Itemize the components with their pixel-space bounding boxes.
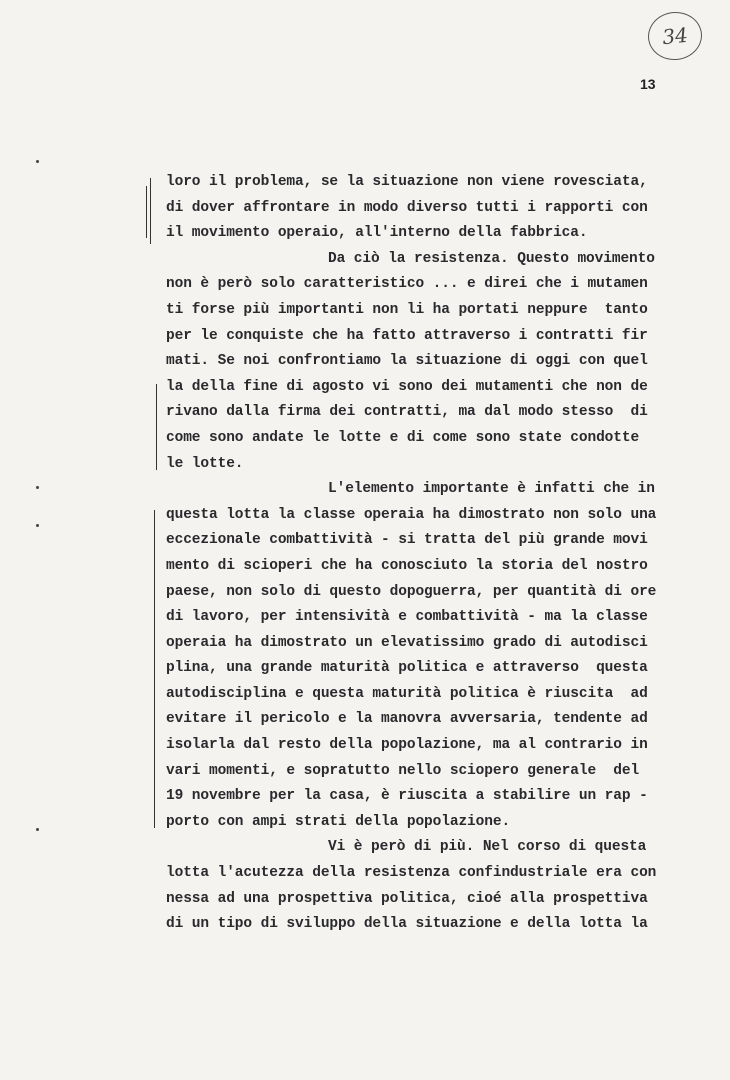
text-line: per le conquiste che ha fatto attraverso i contratti fir bbox=[166, 327, 648, 344]
text-line: nessa ad una prospettiva politica, cioé alla prospettiva bbox=[166, 890, 648, 907]
text-line: L'elemento importante è infatti che in bbox=[328, 481, 655, 498]
text-line: ti forse più importanti non li ha portati neppure tanto bbox=[166, 301, 648, 318]
text-line: questa lotta la classe operaia ha dimostrato non solo una bbox=[166, 506, 657, 523]
text-line: autodisciplina e questa maturità politica è riuscita ad bbox=[166, 685, 648, 702]
text-line: Da ciò la resistenza. Questo movimento bbox=[328, 250, 655, 267]
text-line: come sono andate le lotte e di come sono state condotte bbox=[166, 429, 640, 446]
margin-bracket-1b bbox=[146, 186, 147, 238]
text-line: lotta l'acutezza della resistenza confindustriale era con bbox=[166, 865, 657, 882]
text-line: plina, una grande maturità politica e attraverso questa bbox=[166, 660, 648, 677]
text-line: Vi è però di più. Nel corso di questa bbox=[328, 839, 647, 856]
text-line: porto con ampi strati della popolazione. bbox=[166, 813, 511, 830]
text-line: mati. Se noi confrontiamo la situazione di oggi con quel bbox=[166, 353, 648, 370]
body-text bbox=[166, 170, 666, 938]
text-line: di un tipo di sviluppo della situazione e della lotta la bbox=[166, 916, 648, 933]
page-number: 13 bbox=[640, 76, 656, 92]
margin-bracket-3 bbox=[154, 510, 155, 828]
margin-bracket-1 bbox=[150, 178, 151, 244]
text-line: vari momenti, e sopratutto nello sciopero generale del bbox=[166, 762, 640, 779]
text-line: evitare il pericolo e la manovra avversaria, tendente ad bbox=[166, 711, 648, 728]
text-line: 19 novembre per la casa, è riuscita a stabilire un rap - bbox=[166, 788, 648, 805]
text-line: loro il problema, se la situazione non viene rovesciata, bbox=[166, 174, 648, 190]
text-line: paese, non solo di questo dopoguerra, per quantità di ore bbox=[166, 583, 657, 600]
margin-dot bbox=[36, 828, 39, 831]
text-line: il movimento operaio, all'interno della fabbrica. bbox=[166, 225, 588, 242]
margin-dot bbox=[36, 486, 39, 489]
text-line: isolarla dal resto della popolazione, ma al contrario in bbox=[166, 737, 648, 754]
text-line: operaia ha dimostrato un elevatissimo grado di autodisci bbox=[166, 634, 648, 651]
margin-dot bbox=[36, 160, 39, 163]
margin-dot bbox=[36, 524, 39, 527]
text-line: la della fine di agosto vi sono dei mutamenti che non de bbox=[166, 378, 648, 395]
margin-bracket-2 bbox=[156, 384, 157, 470]
text-line: mento di scioperi che ha conosciuto la storia del nostro bbox=[166, 557, 648, 574]
text-line: le lotte. bbox=[166, 455, 244, 472]
text-line: non è però solo caratteristico ... e direi che i mutamen bbox=[166, 276, 648, 293]
text-line: di dover affrontare in modo diverso tutti i rapporti con bbox=[166, 199, 648, 216]
text-line: eccezionale combattività - si tratta del più grande movi bbox=[166, 532, 648, 549]
archive-number-stamp: 34 bbox=[646, 9, 705, 62]
text-line: di lavoro, per intensività e combattività - ma la classe bbox=[166, 609, 648, 626]
text-line: rivano dalla firma dei contratti, ma dal modo stesso di bbox=[166, 404, 648, 421]
